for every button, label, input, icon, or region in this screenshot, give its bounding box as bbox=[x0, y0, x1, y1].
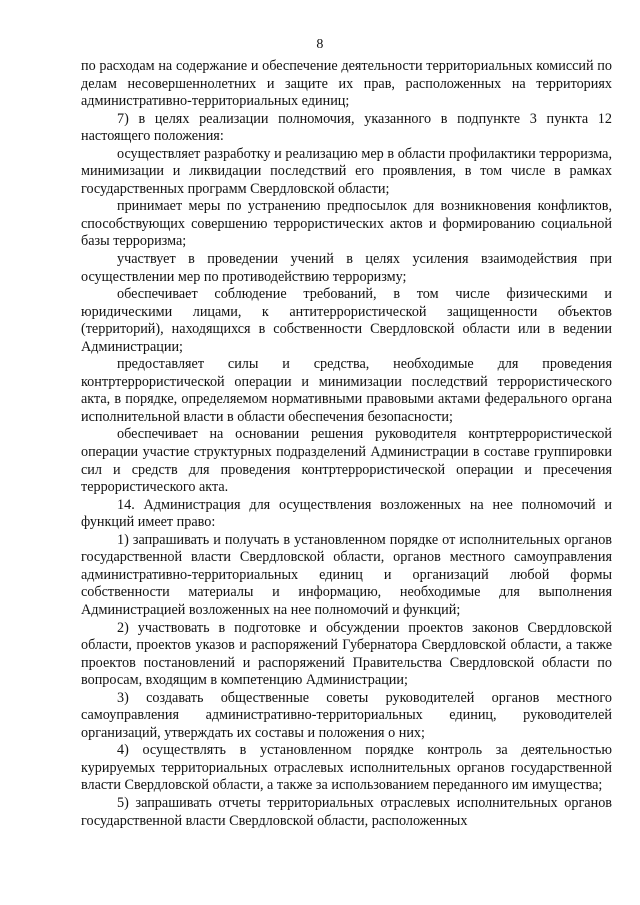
paragraph: принимает меры по устранению предпосылок для возникновения конфликтов, способствующих совершению террористических актов и формированию социальной базы терроризма; bbox=[81, 198, 612, 250]
paragraph: 14. Администрация для осуществления возложенных на нее полномочий и функций имеет право: bbox=[81, 496, 612, 531]
paragraph: 3) создавать общественные советы руководителей органов местного самоуправления административно-территориальных единиц, руководителей организаций, утверждать их составы и положения о них; bbox=[81, 689, 612, 741]
paragraph: 7) в целях реализации полномочия, указанного в подпункте 3 пункта 12 настоящего положения: bbox=[81, 110, 612, 145]
paragraph: обеспечивает соблюдение требований, в том числе физическими и юридическими лицами, к антитеррористической защищенности объектов (территорий), находящихся в собственности Свердловской области или в ведении Администрации; bbox=[81, 286, 612, 355]
document-body bbox=[81, 58, 612, 830]
paragraph: 5) запрашивать отчеты территориальных отраслевых исполнительных органов государственной власти Свердловской области, расположенных bbox=[81, 794, 612, 829]
paragraph: 2) участвовать в подготовке и обсуждении проектов законов Свердловской области, проектов указов и распоряжений Губернатора Свердловской области, а также проектов постановлений и распоряжений Правительства Свердловской области по вопросам, входящим в компетенцию Администрации; bbox=[81, 619, 612, 689]
paragraph: осуществляет разработку и реализацию мер в области профилактики терроризма, минимизации и ликвидации последствий его проявления, в том числе в рамках государственных программ Свердловской области; bbox=[81, 145, 612, 197]
paragraph: 4) осуществлять в установленном порядке контроль за деятельностью курируемых территориальных отраслевых исполнительных органов государственной власти Свердловской области, а также за использованием переданного им имущества; bbox=[81, 742, 612, 794]
paragraph: участвует в проведении учений в целях усиления взаимодействия при осуществлении мер по противодействию терроризму; bbox=[81, 251, 612, 285]
paragraph: по расходам на содержание и обеспечение деятельности территориальных комиссий по делам несовершеннолетних и защите их прав, расположенных на территориях административно-территориальных единиц; bbox=[81, 58, 612, 110]
paragraph: обеспечивает на основании решения руководителя контртеррористической операции участие структурных подразделений Администрации в составе группировки сил и средств для проведения контртеррористической операции и пресечения террористического акта. bbox=[81, 426, 612, 496]
paragraph: предоставляет силы и средства, необходимые для проведения контртеррористической операции и минимизации последствий террористического акта, в порядке, определяемом нормативными правовыми актами федерального органа исполнительной власти в области обеспечения безопасности; bbox=[81, 356, 612, 425]
page-number: 8 bbox=[316, 37, 324, 52]
paragraph: 1) запрашивать и получать в установленном порядке от исполнительных органов государственной власти Свердловской области, органов местного самоуправления административно-территориальных единиц и организаций любой формы собственности материалы и информацию, необходимые для выполнения Администрацией возложенных на нее полномочий и функций; bbox=[81, 531, 612, 618]
